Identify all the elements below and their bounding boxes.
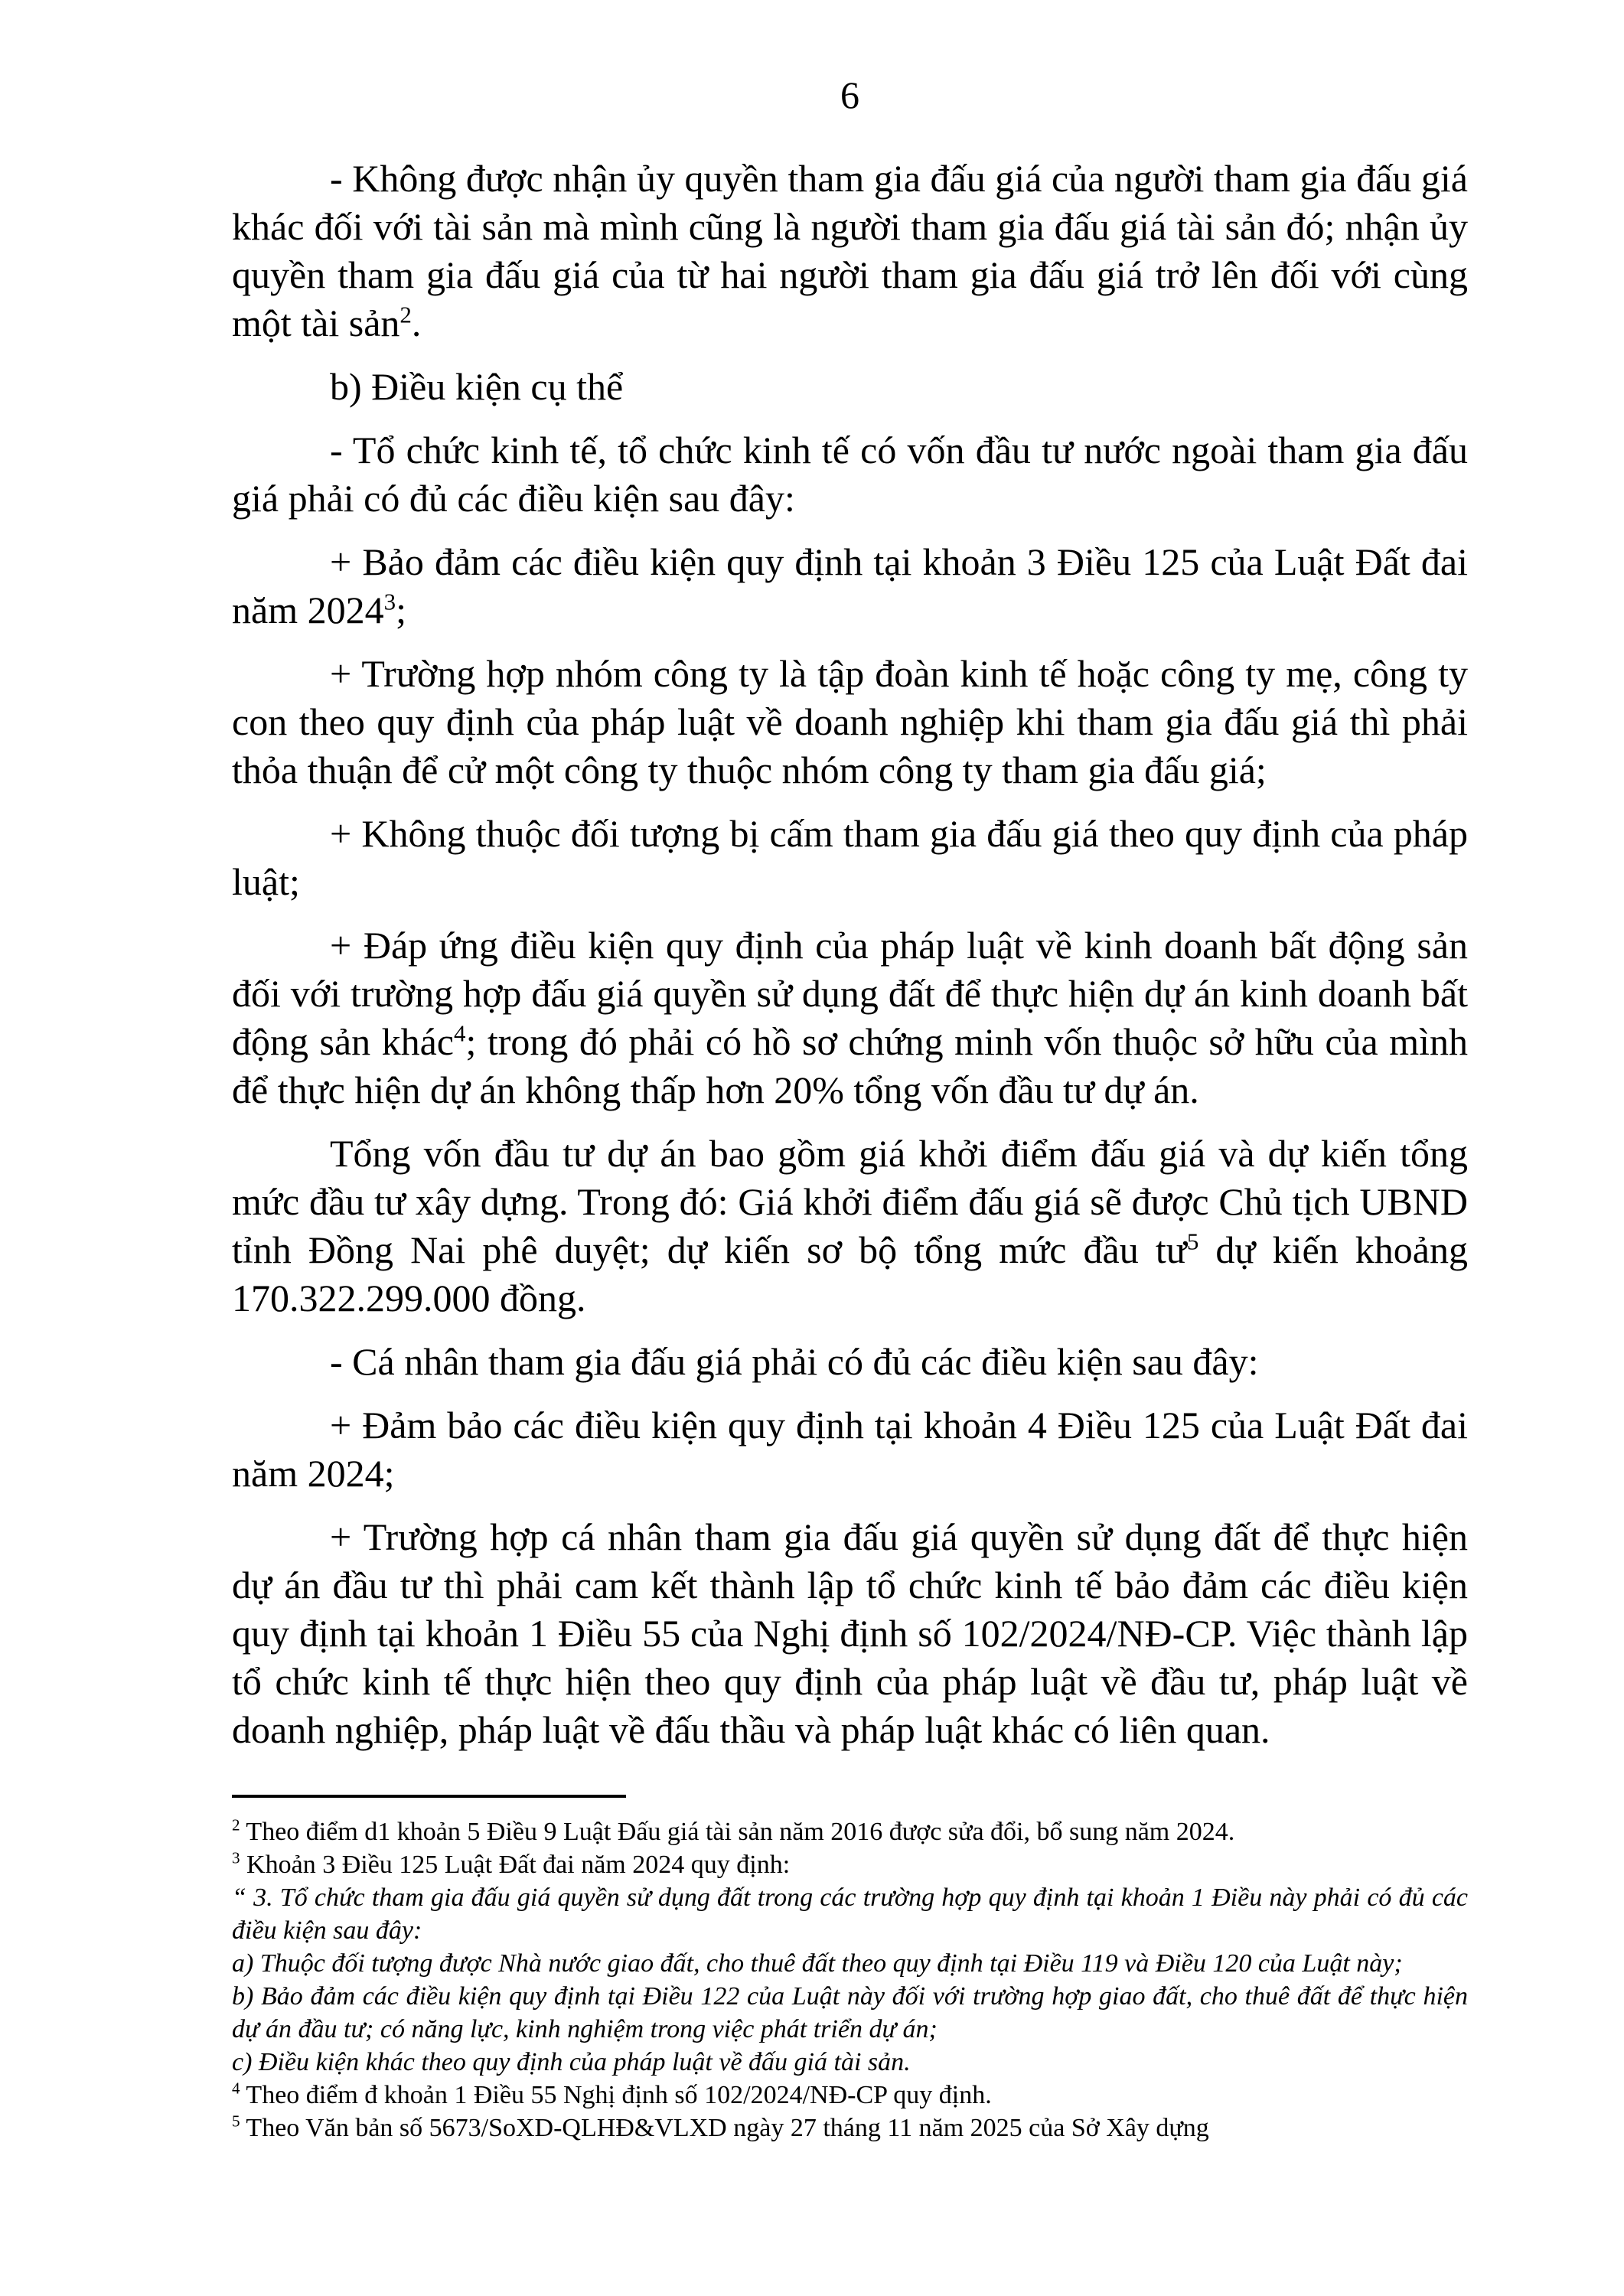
text-run: . bbox=[411, 302, 422, 344]
footnote-ref: 4 bbox=[453, 1019, 466, 1047]
footnote-ref: 3 bbox=[383, 588, 396, 615]
text-run: “ 3. Tổ chức tham gia đấu giá quyền sử dụng đất trong các trường hợp quy định tại khoản 1 Điều này phải có đủ các điều kiện sau đây: bbox=[232, 1883, 1468, 1945]
body-paragraph bbox=[232, 426, 1468, 523]
footnote-item bbox=[232, 1848, 1468, 1881]
footnote-item bbox=[232, 2046, 1468, 2079]
footnote-ref: 2 bbox=[232, 1815, 240, 1835]
footnote-ref: 5 bbox=[232, 2112, 240, 2131]
text-run: Theo Văn bản số 5673/SoXD-QLHĐ&VLXD ngày 27 tháng 11 năm 2025 của Sở Xây dựng bbox=[240, 2114, 1209, 2142]
text-run: b) Điều kiện cụ thể bbox=[330, 365, 624, 408]
body-paragraph bbox=[232, 1130, 1468, 1322]
body-paragraph bbox=[232, 538, 1468, 634]
text-run: + Không thuộc đối tượng bị cấm tham gia đấu giá theo quy định của pháp luật; bbox=[232, 812, 1468, 903]
text-run: a) Thuộc đối tượng được Nhà nước giao đất, cho thuê đất theo quy định tại Điều 119 và Điều 120 của Luật này; bbox=[232, 1949, 1403, 1978]
body-paragraph bbox=[232, 363, 1468, 411]
text-run: + Đảm bảo các điều kiện quy định tại khoản 4 Điều 125 của Luật Đất đai năm 2024; bbox=[232, 1404, 1468, 1495]
text-run: - Không được nhận ủy quyền tham gia đấu giá của người tham gia đấu giá khác đối với tài sản mà mình cũng là người tham gia đấu giá tài sản đó; nhận ủy quyền tham gia đấu giá của từ hai người tham gia đấu giá trở lên đối với cùng một tài sản bbox=[232, 157, 1468, 344]
footnote-item bbox=[232, 2079, 1468, 2112]
text-run: b) Bảo đảm các điều kiện quy định tại Điều 122 của Luật này đối với trường hợp giao đất, cho thuê đất để thực hiện dự án đầu tư; có năng lực, kinh nghiệm trong việc phát triển dự án; bbox=[232, 1982, 1468, 2043]
footnote-item bbox=[232, 1815, 1468, 1848]
body-paragraph bbox=[232, 650, 1468, 794]
text-run: Khoản 3 Điều 125 Luật Đất đai năm 2024 quy định: bbox=[240, 1851, 791, 1879]
footnotes-section bbox=[232, 1815, 1468, 2144]
footnote-ref: 2 bbox=[399, 301, 412, 328]
text-run: + Bảo đảm các điều kiện quy định tại khoản 3 Điều 125 của Luật Đất đai năm 2024 bbox=[232, 540, 1468, 631]
footnote-item bbox=[232, 2112, 1468, 2144]
text-run: dự kiến khoảng 170.322.299.000 đồng. bbox=[232, 1228, 1468, 1319]
footnote-item bbox=[232, 1881, 1468, 1947]
footnote-ref: 4 bbox=[232, 2079, 240, 2098]
body-paragraph bbox=[232, 810, 1468, 906]
text-run: Theo điểm d1 khoản 5 Điều 9 Luật Đấu giá tài sản năm 2016 được sửa đổi, bổ sung năm 2024. bbox=[240, 1818, 1235, 1846]
footnote-separator bbox=[232, 1795, 626, 1798]
text-run: - Cá nhân tham gia đấu giá phải có đủ các điều kiện sau đây: bbox=[330, 1340, 1259, 1383]
text-run: c) Điều kiện khác theo quy định của pháp luật về đấu giá tài sản. bbox=[232, 2048, 911, 2076]
body-paragraph bbox=[232, 155, 1468, 347]
text-run: Theo điểm đ khoản 1 Điều 55 Nghị định số 102/2024/NĐ-CP quy định. bbox=[240, 2081, 992, 2109]
body-paragraph bbox=[232, 921, 1468, 1114]
body-paragraph bbox=[232, 1401, 1468, 1498]
text-run: Tổng vốn đầu tư dự án bao gồm giá khởi điểm đấu giá và dự kiến tổng mức đầu tư xây dựng. Trong đó: Giá khởi điểm đấu giá sẽ được Chủ tịch UBND tỉnh Đồng Nai phê duyệt; dự kiến sơ bộ tổng mức đầu tư bbox=[232, 1132, 1468, 1271]
body-paragraph bbox=[232, 1338, 1468, 1386]
text-run: - Tổ chức kinh tế, tổ chức kinh tế có vốn đầu tư nước ngoài tham gia đấu giá phải có đủ các điều kiện sau đây: bbox=[232, 429, 1468, 520]
footnote-item bbox=[232, 1980, 1468, 2046]
footnote-ref: 3 bbox=[232, 1848, 240, 1867]
text-run: ; bbox=[396, 589, 406, 631]
text-run: + Đáp ứng điều kiện quy định của pháp luật về kinh doanh bất động sản đối với trường hợp đấu giá quyền sử dụng đất để thực hiện dự án kinh doanh bất động sản khác bbox=[232, 924, 1468, 1063]
page-number: 6 bbox=[840, 73, 859, 116]
footnote-ref: 5 bbox=[1186, 1228, 1199, 1255]
footnote-item bbox=[232, 1947, 1468, 1980]
text-run: + Trường hợp nhóm công ty là tập đoàn kinh tế hoặc công ty mẹ, công ty con theo quy định của pháp luật về doanh nghiệp khi tham gia đấu giá thì phải thỏa thuận để cử một công ty thuộc nhóm công ty tham gia đấu giá; bbox=[232, 652, 1468, 791]
document-body bbox=[232, 155, 1468, 1769]
text-run: ; trong đó phải có hồ sơ chứng minh vốn thuộc sở hữu của mình để thực hiện dự án không thấp hơn 20% tổng vốn đầu tư dự án. bbox=[232, 1020, 1468, 1111]
text-run: + Trường hợp cá nhân tham gia đấu giá quyền sử dụng đất để thực hiện dự án đầu tư thì phải cam kết thành lập tổ chức kinh tế bảo đảm các điều kiện quy định tại khoản 1 Điều 55 của Nghị định số 102/2024/NĐ-CP. Việc thành lập tổ chức kinh tế thực hiện theo quy định của pháp luật về đầu tư, pháp luật về doanh nghiệp, pháp luật về đấu thầu và pháp luật khác có liên quan. bbox=[232, 1515, 1468, 1751]
body-paragraph bbox=[232, 1513, 1468, 1754]
